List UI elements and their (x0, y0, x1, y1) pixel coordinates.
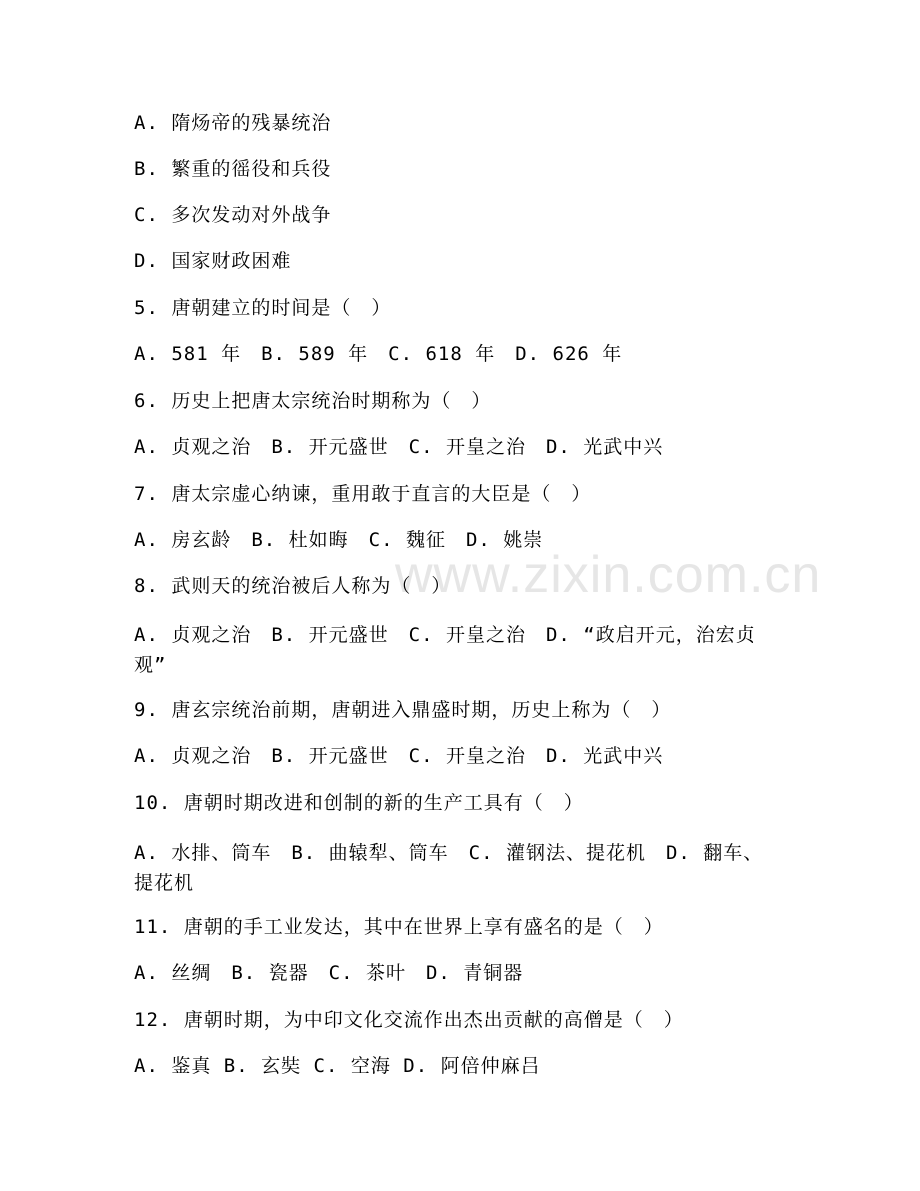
options-q12: A. 鉴真 B. 玄奘 C. 空海 D. 阿倍仲麻吕 (134, 1055, 541, 1077)
options-q7: A. 房玄龄 B. 杜如晦 C. 魏征 D. 姚崇 (134, 529, 544, 551)
question-11: 11. 唐朝的手工业发达，其中在世界上享有盛名的是（ ） (134, 916, 664, 938)
options-q9: A. 贞观之治 B. 开元盛世 C. 开皇之治 D. 光武中兴 (134, 745, 664, 767)
option-d-q4: D. 国家财政困难 (134, 250, 292, 272)
question-8: 8. 武则天的统治被后人称为（ ） (134, 575, 452, 597)
question-5: 5. 唐朝建立的时间是（ ） (134, 297, 392, 319)
question-7: 7. 唐太宗虚心纳谏，重用敢于直言的大臣是（ ） (134, 483, 592, 505)
question-6: 6. 历史上把唐太宗统治时期称为（ ） (134, 390, 492, 412)
options-q11: A. 丝绸 B. 瓷器 C. 茶叶 D. 青铜器 (134, 962, 524, 984)
option-c-q4: C. 多次发动对外战争 (134, 204, 332, 226)
options-q8: A. 贞观之治 B. 开元盛世 C. 开皇之治 D. “政启开元，治宏贞观” (134, 624, 756, 676)
question-12: 12. 唐朝时期，为中印文化交流作出杰出贡献的高僧是（ ） (134, 1009, 684, 1031)
options-q5: A. 581 年 B. 589 年 C. 618 年 D. 626 年 (134, 343, 623, 365)
options-q6: A. 贞观之治 B. 开元盛世 C. 开皇之治 D. 光武中兴 (134, 436, 664, 458)
option-a-q4: A. 隋炀帝的残暴统治 (134, 112, 332, 134)
question-9: 9. 唐玄宗统治前期，唐朝进入鼎盛时期，历史上称为（ ） (134, 699, 672, 721)
watermark: www.zixin.com.cn (395, 546, 822, 604)
option-b-q4: B. 繁重的徭役和兵役 (134, 158, 332, 180)
question-10: 10. 唐朝时期改进和创制的新的生产工具有（ ） (134, 792, 584, 814)
options-q10: A. 水排、筒车 B. 曲辕犁、筒车 C. 灌钢法、提花机 D. 翻车、提花机 (134, 842, 764, 894)
